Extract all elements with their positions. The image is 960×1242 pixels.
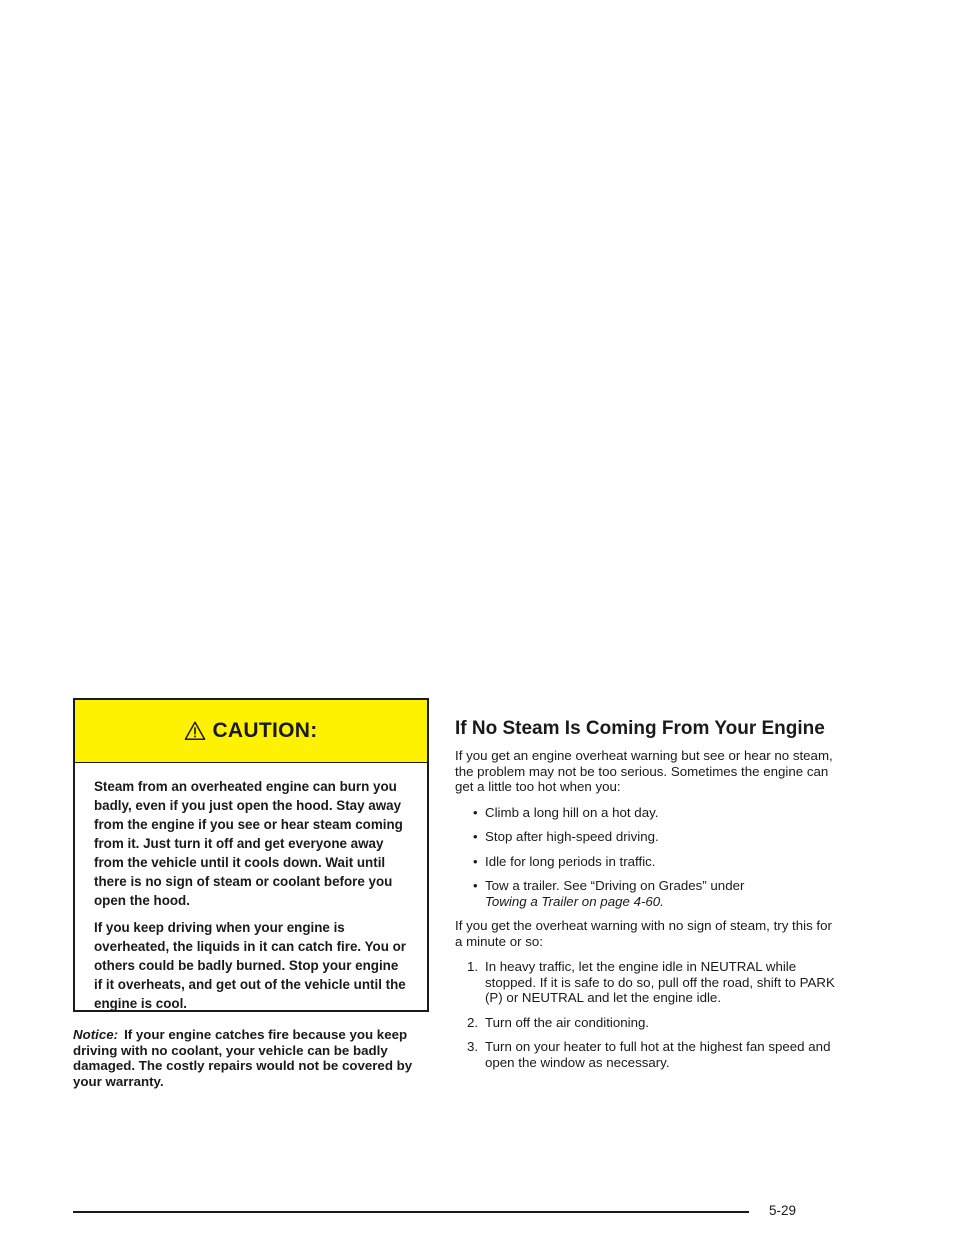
- notice: [73, 1027, 433, 1089]
- bullet-icon: •: [473, 829, 478, 844]
- bullet-icon: •: [473, 853, 478, 869]
- step-number: 3.: [467, 1039, 479, 1054]
- step-list: [455, 959, 835, 1070]
- right-column: [455, 716, 835, 1079]
- caution-paragraph: Steam from an overheated engine can burn you badly, even if you just open the hood. Stay away from the engine if you see or hear steam coming from it. Just turn it off and get everyone away from the vehicle until it cools down. Wait until there is no sign of steam or coolant before you open the hood.: [94, 779, 403, 908]
- intro-paragraph: If you get an engine overheat warning but see or hear no steam, the problem may not be too serious. Sometimes the engine can get a little too hot when you:: [455, 748, 833, 794]
- list-item: 1. In heavy traffic, let the engine idle in NEUTRAL while stopped. If it is safe to do so, pull off the road, shift to PARK (P) or NEUTRAL and let the engine idle.: [467, 959, 835, 1005]
- step-number: 2.: [467, 1014, 479, 1030]
- notice-label: Notice:: [73, 1027, 119, 1042]
- list-item: 3. Turn on your heater to full hot at the highest fan speed and open the window as necessary.: [467, 1039, 831, 1070]
- caution-paragraph: If you keep driving when your engine is overheated, the liquids in it can catch fire. You or others could be badly burned. Stop your engine if it overheats, and get out of the vehicle until the engine is cool.: [94, 920, 407, 1011]
- list-item: 2. Turn off the air conditioning.: [467, 1014, 650, 1030]
- notice-text: If your engine catches fire because you keep driving with no coolant, your vehicle can be badly damaged. The costly repairs would not be covered by your warranty.: [73, 1027, 413, 1089]
- bullet-icon: •: [473, 878, 478, 893]
- bullet-list: [455, 805, 835, 910]
- caution-body: [75, 763, 427, 1013]
- list-item: • Tow a trailer. See “Driving on Grades” under Towing a Trailer on page 4-60.: [455, 878, 835, 909]
- section-heading: If No Steam Is Coming From Your Engine: [455, 718, 825, 739]
- caution-title: CAUTION:: [212, 719, 318, 742]
- bullet-icon: •: [473, 804, 478, 820]
- caution-box: [73, 698, 429, 1012]
- list-item: • Climb a long hill on a hot day.: [473, 804, 659, 820]
- page-number: 5-29: [769, 1203, 797, 1218]
- caution-header: [75, 700, 427, 763]
- warning-triangle-icon: [184, 720, 206, 742]
- followup-paragraph: If you get the overheat warning with no sign of steam, try this for a minute or so:: [455, 918, 832, 949]
- cross-reference-link[interactable]: Towing a Trailer on page 4-60.: [485, 893, 664, 909]
- list-item: • Stop after high-speed driving.: [473, 829, 659, 844]
- footer-rule: [73, 1211, 749, 1213]
- step-number: 1.: [467, 959, 479, 974]
- list-item: • Idle for long periods in traffic.: [473, 853, 656, 869]
